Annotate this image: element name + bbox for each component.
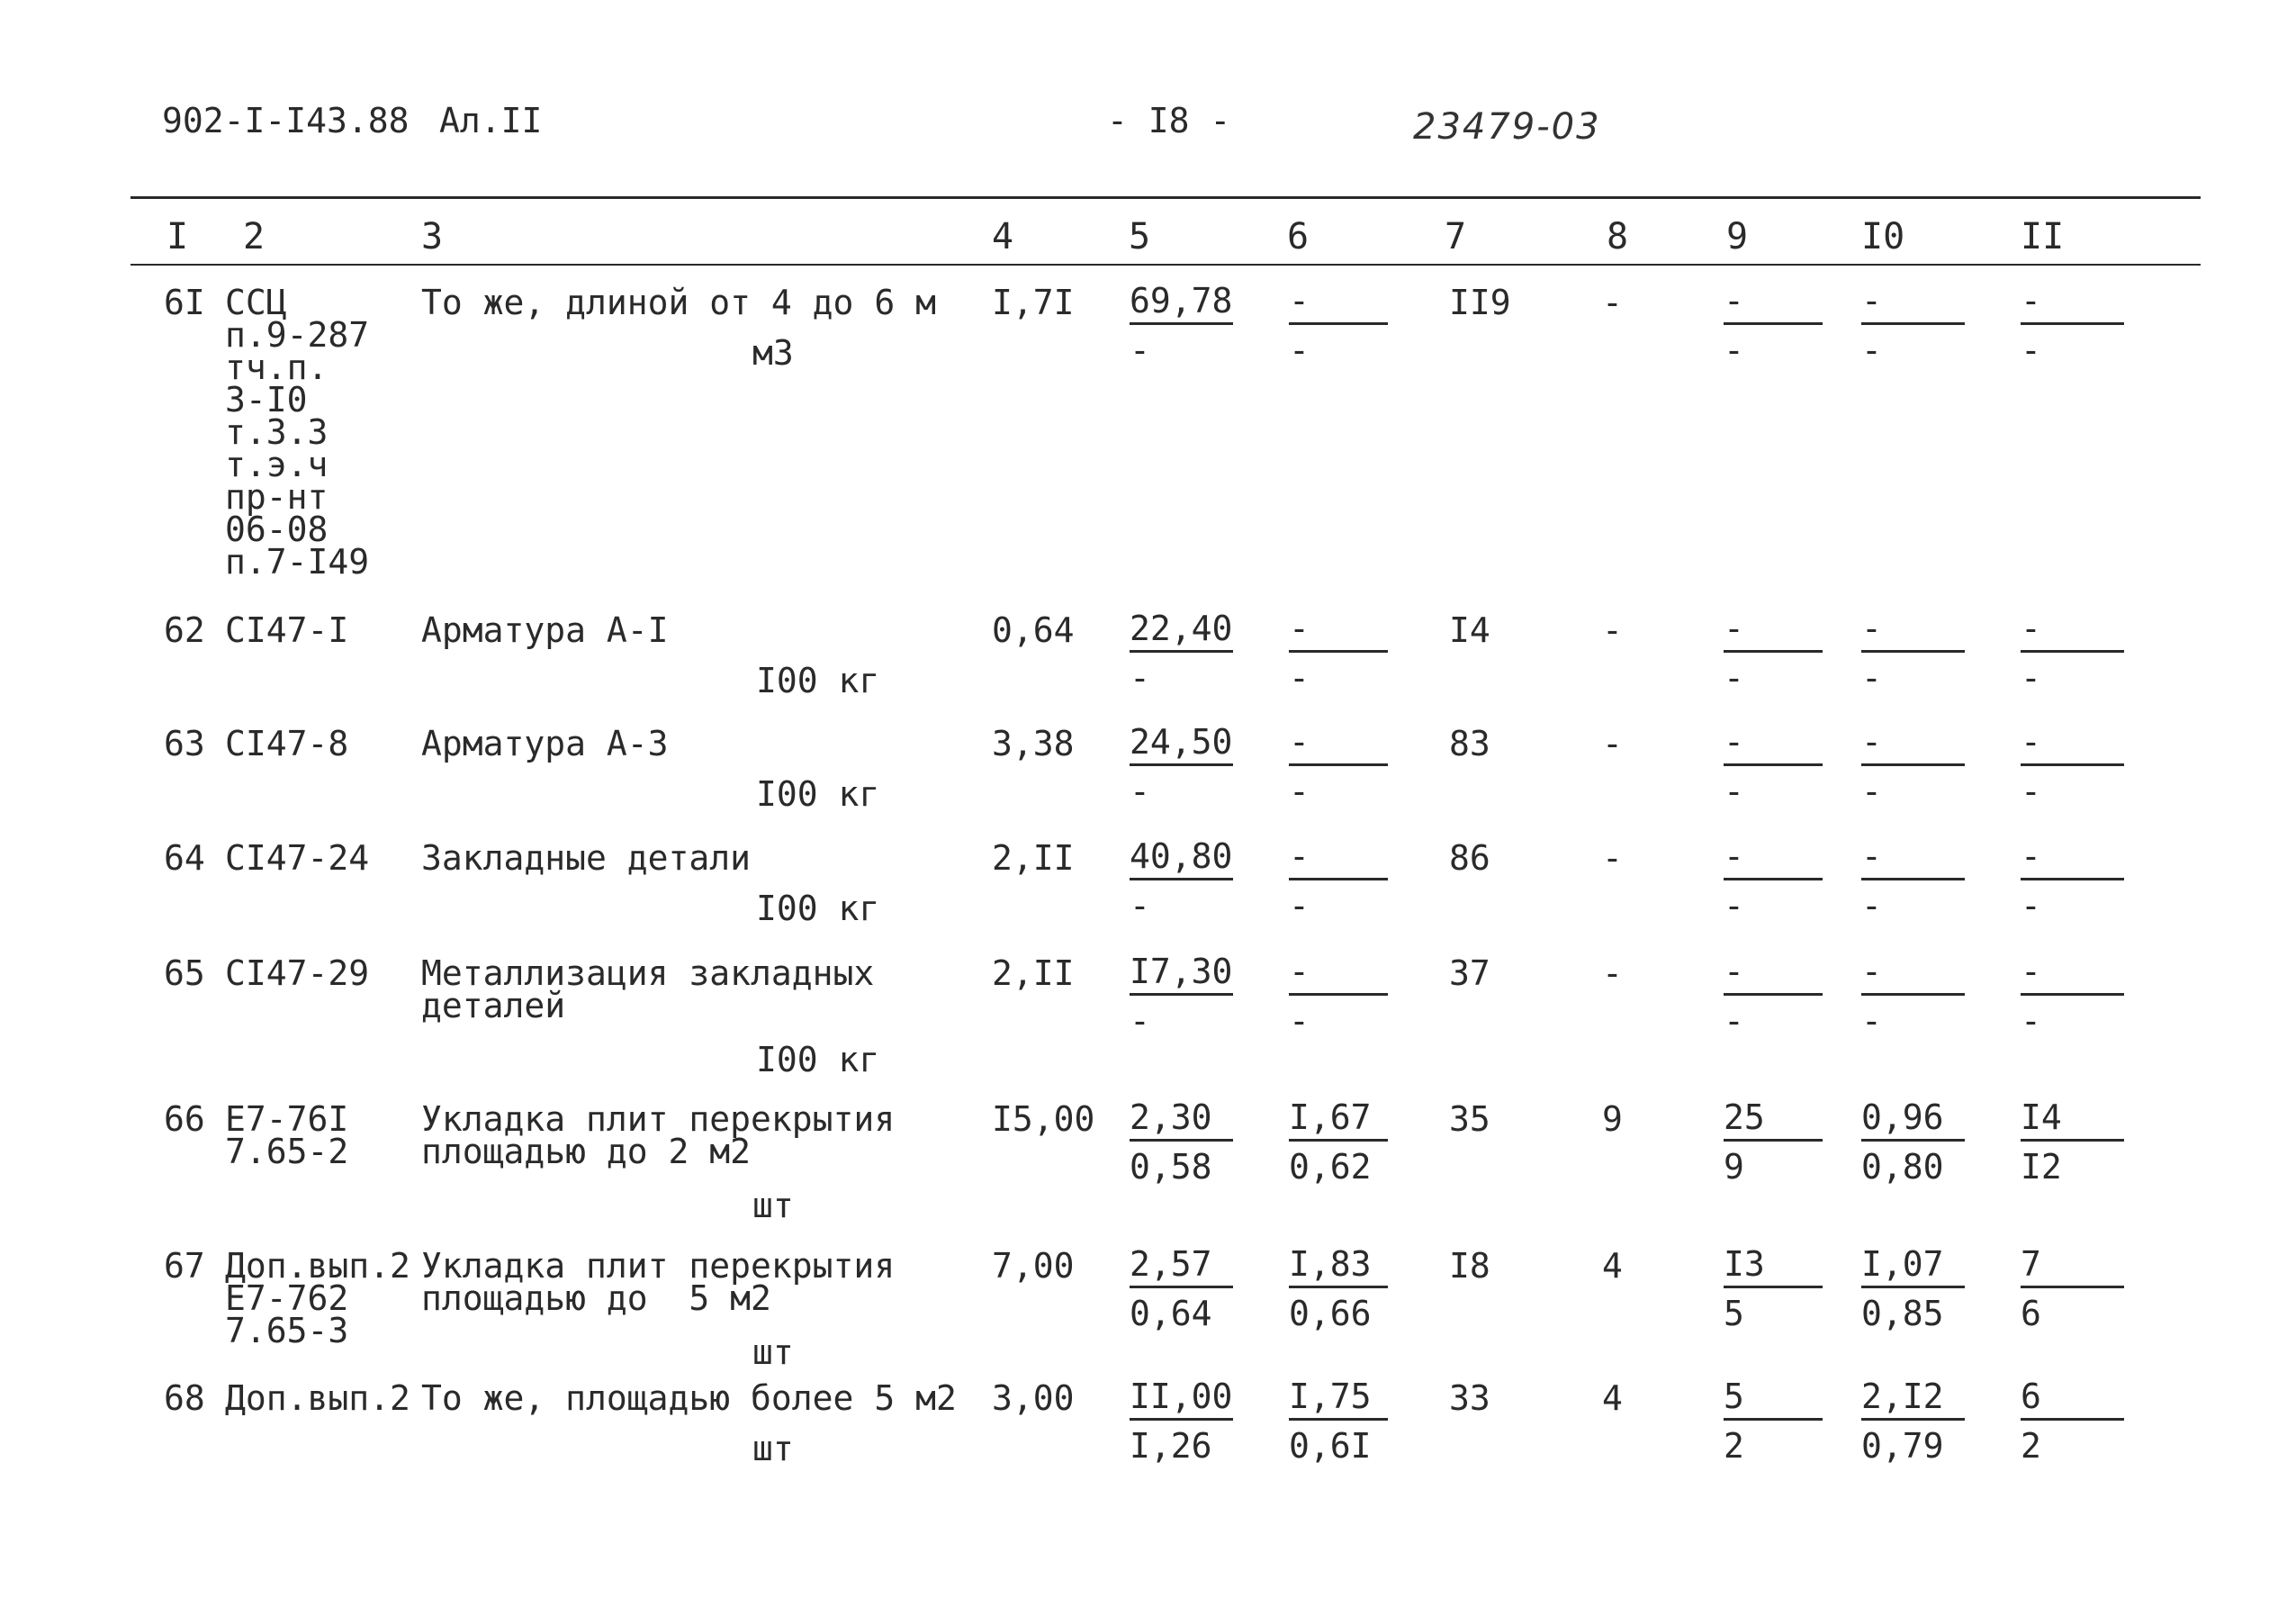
row-unit: шт [752, 1429, 794, 1468]
row-cost-fraction [1130, 838, 1233, 924]
row-total: 37 [1449, 953, 1490, 993]
fraction-numerator: - [1861, 610, 1965, 653]
row-col8: - [1602, 724, 1623, 763]
row-total: I4 [1449, 610, 1490, 650]
row-code: Доп.вып.2 Е7-762 7.65-3 [225, 1246, 410, 1350]
table-top-rule [131, 196, 2201, 199]
column-header: 5 [1129, 216, 1151, 257]
handwritten-number: 23479-03 [1413, 106, 1601, 148]
fraction-denominator: 0,62 [1289, 1147, 1372, 1187]
fraction-numerator: - [1861, 953, 1965, 996]
row-cost-fraction [1130, 1099, 1233, 1185]
column-header: 6 [1287, 216, 1310, 257]
row-col9-fraction [1724, 724, 1823, 809]
row-description: То же, площадью более 5 м2 [421, 1378, 957, 1418]
row-col8: - [1602, 283, 1623, 322]
row-cost-fraction [1130, 1378, 1233, 1464]
row-col8: - [1602, 610, 1623, 650]
row-quantity: I,7I [992, 283, 1075, 322]
row-col10-fraction [1861, 953, 1965, 1039]
row-col10-fraction [1861, 283, 1965, 368]
row-number: 66 [164, 1099, 205, 1139]
row-labor-fraction [1289, 724, 1388, 809]
row-cost-fraction [1130, 724, 1233, 809]
fraction-numerator: 25 [1724, 1099, 1823, 1142]
fraction-numerator: - [1724, 283, 1823, 325]
fraction-denominator: 0,79 [1861, 1426, 1944, 1466]
fraction-denominator: I2 [2021, 1147, 2062, 1187]
row-col10-fraction [1861, 724, 1965, 809]
fraction-numerator: - [1724, 953, 1823, 996]
fraction-numerator: - [1289, 838, 1388, 880]
fraction-numerator: 0,96 [1861, 1099, 1965, 1142]
table-header-rule [131, 264, 2201, 266]
fraction-denominator: - [1130, 772, 1150, 811]
row-unit: I00 кг [756, 889, 880, 928]
row-total: 86 [1449, 838, 1490, 878]
row-code: Доп.вып.2 [225, 1378, 410, 1418]
fraction-numerator: I,67 [1289, 1099, 1388, 1142]
column-header: 4 [992, 216, 1014, 257]
column-header: 2 [243, 216, 266, 257]
row-number: 64 [164, 838, 205, 878]
row-description: Металлизация закладных деталей [421, 953, 875, 1025]
fraction-denominator: - [1861, 772, 1882, 811]
row-labor-fraction [1289, 283, 1388, 368]
row-col9-fraction [1724, 1378, 1823, 1464]
fraction-denominator: - [2021, 330, 2041, 370]
row-col11-fraction [2021, 838, 2124, 924]
fraction-denominator: - [1861, 886, 1882, 925]
row-col9-fraction [1724, 838, 1823, 924]
row-number: 62 [164, 610, 205, 650]
row-col10-fraction [1861, 1099, 1965, 1185]
row-col11-fraction [2021, 724, 2124, 809]
fraction-numerator: I7,30 [1130, 953, 1233, 996]
fraction-denominator: - [1130, 330, 1150, 370]
fraction-denominator: - [2021, 772, 2041, 811]
row-quantity: 3,38 [992, 724, 1075, 763]
row-col9-fraction [1724, 953, 1823, 1039]
row-code: СI47-I [225, 610, 349, 650]
row-cost-fraction [1130, 953, 1233, 1039]
fraction-denominator: 0,64 [1130, 1294, 1212, 1333]
fraction-denominator: - [1289, 772, 1310, 811]
row-description: Укладка плит перекрытия площадью до 5 м2 [421, 1246, 896, 1318]
fraction-numerator: II,00 [1130, 1378, 1233, 1421]
fraction-denominator: - [1130, 1001, 1150, 1041]
fraction-denominator: 0,66 [1289, 1294, 1372, 1333]
row-col8: 4 [1602, 1378, 1623, 1418]
fraction-denominator: 0,58 [1130, 1147, 1212, 1187]
fraction-numerator: 69,78 [1130, 283, 1233, 325]
fraction-numerator: - [1289, 610, 1388, 653]
row-quantity: 2,II [992, 838, 1075, 878]
row-col9-fraction [1724, 610, 1823, 696]
row-col8: - [1602, 838, 1623, 878]
row-unit: I00 кг [756, 774, 880, 814]
row-code: СI47-29 [225, 953, 370, 993]
fraction-numerator: I,07 [1861, 1246, 1965, 1288]
fraction-denominator: 2 [1724, 1426, 1744, 1466]
fraction-denominator: 5 [1724, 1294, 1744, 1333]
fraction-numerator: - [1861, 283, 1965, 325]
row-labor-fraction [1289, 953, 1388, 1039]
row-col11-fraction [2021, 283, 2124, 368]
fraction-numerator: - [1289, 283, 1388, 325]
fraction-denominator: - [2021, 886, 2041, 925]
row-col11-fraction [2021, 1099, 2124, 1185]
row-col8: 4 [1602, 1246, 1623, 1286]
row-code: ССЦ п.9-287 тч.п. 3-I0 т.3.3 т.э.ч пр-нт 06-08 п.7-I49 [225, 283, 370, 582]
row-col10-fraction [1861, 1246, 1965, 1332]
fraction-numerator: - [1289, 724, 1388, 766]
row-quantity: 7,00 [992, 1246, 1075, 1286]
fraction-denominator: I,26 [1130, 1426, 1212, 1466]
fraction-numerator: 6 [2021, 1378, 2124, 1421]
row-number: 6I [164, 283, 205, 322]
row-description: Арматура А-I [421, 610, 669, 650]
fraction-denominator: - [1130, 886, 1150, 925]
row-col9-fraction [1724, 1099, 1823, 1185]
fraction-numerator: - [1289, 953, 1388, 996]
fraction-numerator: - [1861, 724, 1965, 766]
row-col11-fraction [2021, 953, 2124, 1039]
row-quantity: 0,64 [992, 610, 1075, 650]
fraction-denominator: - [1724, 658, 1744, 698]
row-total: II9 [1449, 283, 1511, 322]
fraction-numerator: - [1724, 838, 1823, 880]
column-header: II [2021, 216, 2065, 257]
row-total: 33 [1449, 1378, 1490, 1418]
fraction-denominator: 0,6I [1289, 1426, 1372, 1466]
row-quantity: 2,II [992, 953, 1075, 993]
row-code: СI47-8 [225, 724, 349, 763]
fraction-denominator: 0,80 [1861, 1147, 1944, 1187]
fraction-numerator: - [2021, 953, 2124, 996]
fraction-denominator: - [1289, 886, 1310, 925]
row-description: Закладные детали [421, 838, 752, 878]
row-unit: I00 кг [756, 661, 880, 700]
fraction-denominator: - [1861, 1001, 1882, 1041]
column-header: I0 [1861, 216, 1905, 257]
row-col11-fraction [2021, 610, 2124, 696]
row-labor-fraction [1289, 610, 1388, 696]
fraction-denominator: - [1724, 886, 1744, 925]
fraction-denominator: - [2021, 658, 2041, 698]
fraction-numerator: I4 [2021, 1099, 2124, 1142]
column-header: I [167, 216, 189, 257]
row-code: СI47-24 [225, 838, 370, 878]
fraction-denominator: - [1861, 330, 1882, 370]
row-description: Арматура А-3 [421, 724, 669, 763]
row-labor-fraction [1289, 1099, 1388, 1185]
fraction-numerator: 2,I2 [1861, 1378, 1965, 1421]
fraction-denominator: - [1861, 658, 1882, 698]
fraction-numerator: - [2021, 610, 2124, 653]
row-col10-fraction [1861, 610, 1965, 696]
fraction-numerator: I3 [1724, 1246, 1823, 1288]
column-header: 8 [1607, 216, 1629, 257]
fraction-numerator: - [1861, 838, 1965, 880]
row-cost-fraction [1130, 283, 1233, 368]
fraction-numerator: - [2021, 283, 2124, 325]
fraction-numerator: - [2021, 838, 2124, 880]
fraction-numerator: - [1724, 724, 1823, 766]
row-col10-fraction [1861, 1378, 1965, 1464]
fraction-numerator: I,83 [1289, 1246, 1388, 1288]
fraction-numerator: 40,80 [1130, 838, 1233, 880]
row-unit: шт [752, 1332, 794, 1372]
fraction-numerator: 2,57 [1130, 1246, 1233, 1288]
fraction-numerator: 24,50 [1130, 724, 1233, 766]
album-label: Ал.II [439, 101, 543, 140]
row-total: 35 [1449, 1099, 1490, 1139]
column-header: 7 [1445, 216, 1467, 257]
row-labor-fraction [1289, 1378, 1388, 1464]
fraction-denominator: - [1289, 658, 1310, 698]
row-col9-fraction [1724, 1246, 1823, 1332]
row-description: Укладка плит перекрытия площадью до 2 м2 [421, 1099, 896, 1171]
page-number: - I8 - [1107, 101, 1231, 140]
row-col11-fraction [2021, 1246, 2124, 1332]
fraction-denominator: - [1289, 330, 1310, 370]
fraction-numerator: I,75 [1289, 1378, 1388, 1421]
row-labor-fraction [1289, 1246, 1388, 1332]
row-quantity: 3,00 [992, 1378, 1075, 1418]
fraction-denominator: - [1289, 1001, 1310, 1041]
fraction-denominator: 0,85 [1861, 1294, 1944, 1333]
row-code: Е7-76I 7.65-2 [225, 1099, 349, 1171]
fraction-numerator: - [2021, 724, 2124, 766]
row-col9-fraction [1724, 283, 1823, 368]
fraction-numerator: 22,40 [1130, 610, 1233, 653]
fraction-denominator: - [1724, 330, 1744, 370]
fraction-denominator: 9 [1724, 1147, 1744, 1187]
row-quantity: I5,00 [992, 1099, 1095, 1139]
document-code: 902-I-I43.88 [162, 101, 410, 140]
row-description: То же, длиной от 4 до 6 м [421, 283, 936, 322]
row-labor-fraction [1289, 838, 1388, 924]
row-unit: м3 [752, 333, 794, 373]
row-col8: - [1602, 953, 1623, 993]
fraction-numerator: 5 [1724, 1378, 1823, 1421]
fraction-denominator: - [2021, 1001, 2041, 1041]
fraction-denominator: - [1724, 1001, 1744, 1041]
fraction-numerator: 2,30 [1130, 1099, 1233, 1142]
row-total: I8 [1449, 1246, 1490, 1286]
row-number: 63 [164, 724, 205, 763]
fraction-numerator: - [1724, 610, 1823, 653]
row-unit: I00 кг [756, 1040, 880, 1079]
row-number: 65 [164, 953, 205, 993]
row-cost-fraction [1130, 1246, 1233, 1332]
row-cost-fraction [1130, 610, 1233, 696]
fraction-denominator: - [1130, 658, 1150, 698]
row-col8: 9 [1602, 1099, 1623, 1139]
fraction-denominator: 2 [2021, 1426, 2041, 1466]
fraction-denominator: 6 [2021, 1294, 2041, 1333]
row-col10-fraction [1861, 838, 1965, 924]
row-unit: шт [752, 1186, 794, 1225]
column-header: 9 [1726, 216, 1749, 257]
row-number: 67 [164, 1246, 205, 1286]
row-col11-fraction [2021, 1378, 2124, 1464]
row-number: 68 [164, 1378, 205, 1418]
row-total: 83 [1449, 724, 1490, 763]
fraction-numerator: 7 [2021, 1246, 2124, 1288]
fraction-denominator: - [1724, 772, 1744, 811]
column-header: 3 [421, 216, 444, 257]
